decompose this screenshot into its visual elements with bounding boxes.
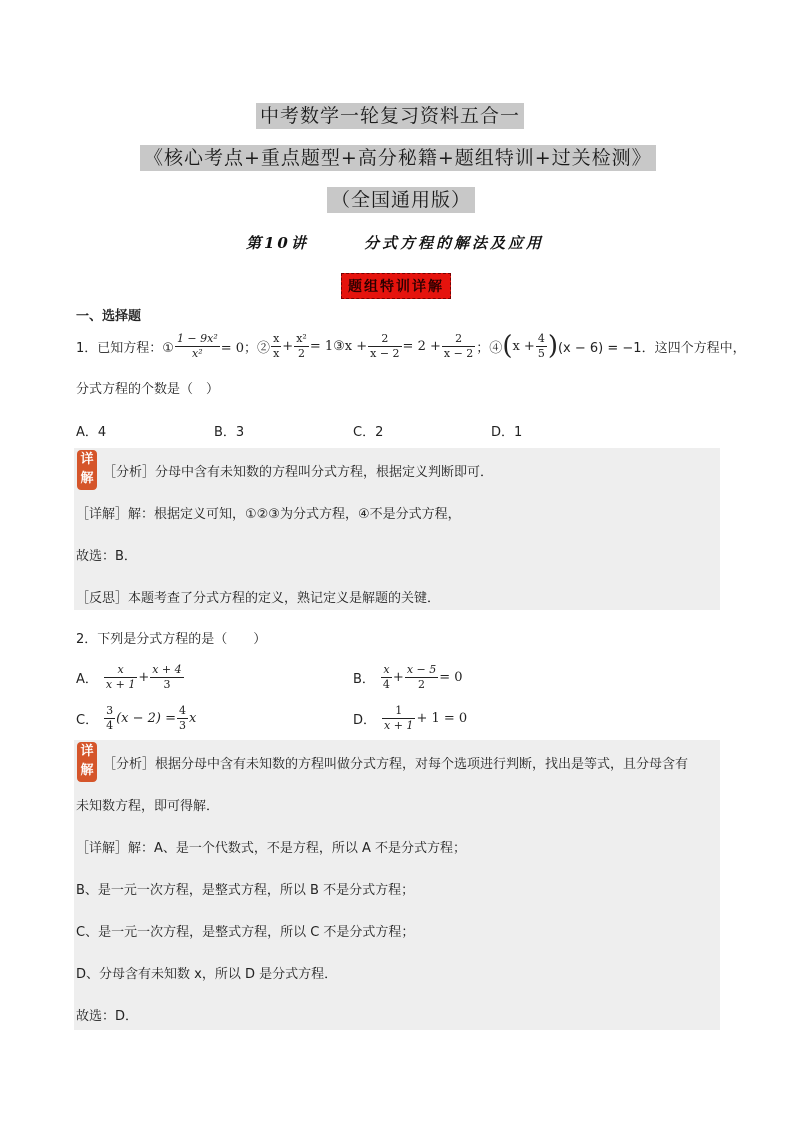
q2-detail-a: ［详解］解：A、是一个代数式，不是方程，所以 A 不是分式方程； <box>76 841 467 856</box>
title-line-2: 《核心考点+重点题型+高分秘籍+题组特训+过关检测》 <box>140 145 656 171</box>
lecture-number: 第10讲 <box>246 234 309 252</box>
q1-sep4: ；④ <box>476 340 503 356</box>
q1-paren-close: ) <box>547 331 558 361</box>
q2-option-c: C． $\frac{3}{4}$ (x − 2) = $\frac{4}{3}$ x <box>76 703 197 732</box>
section-heading: 一、选择题 <box>76 309 142 324</box>
q1-choice: 故选：B． <box>76 549 137 564</box>
q1-fraction-6: $\frac{4}{5}$ <box>537 331 545 360</box>
q2-detail-b: B、是一元一次方程，是整式方程，所以 B 不是分式方程； <box>76 883 415 898</box>
section-badge: 题组特训详解 <box>341 273 451 299</box>
q2-option-a: A． $\frac{x}{x + 1}$ + $\frac{x + 4}{3}$ <box>76 662 182 691</box>
q2-option-b: B． $\frac{x}{4}$ + $\frac{x - 5}{2}$ = 0 <box>353 662 463 691</box>
q1-detail-stamp-icon: 详解 <box>77 450 97 490</box>
q1-stem-line2: 分式方程的个数是（ ） <box>76 382 220 397</box>
q1-eq0: = 0；② <box>220 340 271 356</box>
q1-fraction-4: $\frac{2}{x - 2}$ <box>370 331 400 360</box>
q2-analysis-line1: ［分析］根据分母中含有未知数的方程叫做分式方程，对每个选项进行判断，找出是等式，且分母含有 <box>103 757 689 772</box>
q1-fraction-2: $\frac{x}{x}$ <box>273 331 280 360</box>
q1-fraction-1: $\frac{\text{1 − 9x²}}{\text{x²}}$ <box>176 331 218 360</box>
q1-detail: ［详解］解：根据定义可知，①②③为分式方程，④不是分式方程， <box>76 507 461 522</box>
q2-stem: 2．下列是分式方程的是（ ） <box>76 632 267 647</box>
q1-eq1: = 1③x + <box>309 338 368 354</box>
q1-paren-open: ( <box>502 331 513 361</box>
q1-analysis: ［分析］分母中含有未知数的方程叫分式方程，根据定义判断即可． <box>103 465 494 480</box>
q2-choice: 故选：D． <box>76 1009 139 1024</box>
q2-analysis-line2: 未知数方程，即可得解． <box>76 799 220 814</box>
q2-detail-d: D、分母含有未知数 x，所以 D 是分式方程． <box>76 967 338 982</box>
q1-stem <box>76 328 746 364</box>
q1-tail: (x − 6) = −1．这四个方程中， <box>557 340 746 356</box>
q2-detail-c: C、是一元一次方程，是整式方程，所以 C 不是分式方程； <box>76 925 415 940</box>
q1-eq2: = 2 + <box>402 338 441 354</box>
lecture-topic: 分式方程的解法及应用 <box>364 234 545 252</box>
q1-option-a: A．4 <box>76 425 107 440</box>
q1-plus: + <box>282 338 294 354</box>
title-line-3: （全国通用版） <box>327 187 475 213</box>
q1-fraction-5: $\frac{2}{x - 2}$ <box>443 331 474 360</box>
q1-prefix: 1．已知方程：① <box>76 340 174 356</box>
q1-option-d: D．1 <box>491 425 523 440</box>
q1-option-c: C．2 <box>353 425 384 440</box>
q1-reflection: ［反思］本题考查了分式方程的定义，熟记定义是解题的关键． <box>76 591 441 606</box>
q1-option-b: B．3 <box>214 425 245 440</box>
q1-fraction-3: $\frac{\text{x²}}{2}$ <box>296 331 307 360</box>
q2-detail-stamp-icon: 详解 <box>77 742 97 782</box>
q2-option-d: D． $\frac{1}{x + 1}$ + 1 = 0 <box>353 703 468 732</box>
title-line-1: 中考数学一轮复习资料五合一 <box>256 103 524 129</box>
q1-x-plus: x + <box>512 338 535 354</box>
